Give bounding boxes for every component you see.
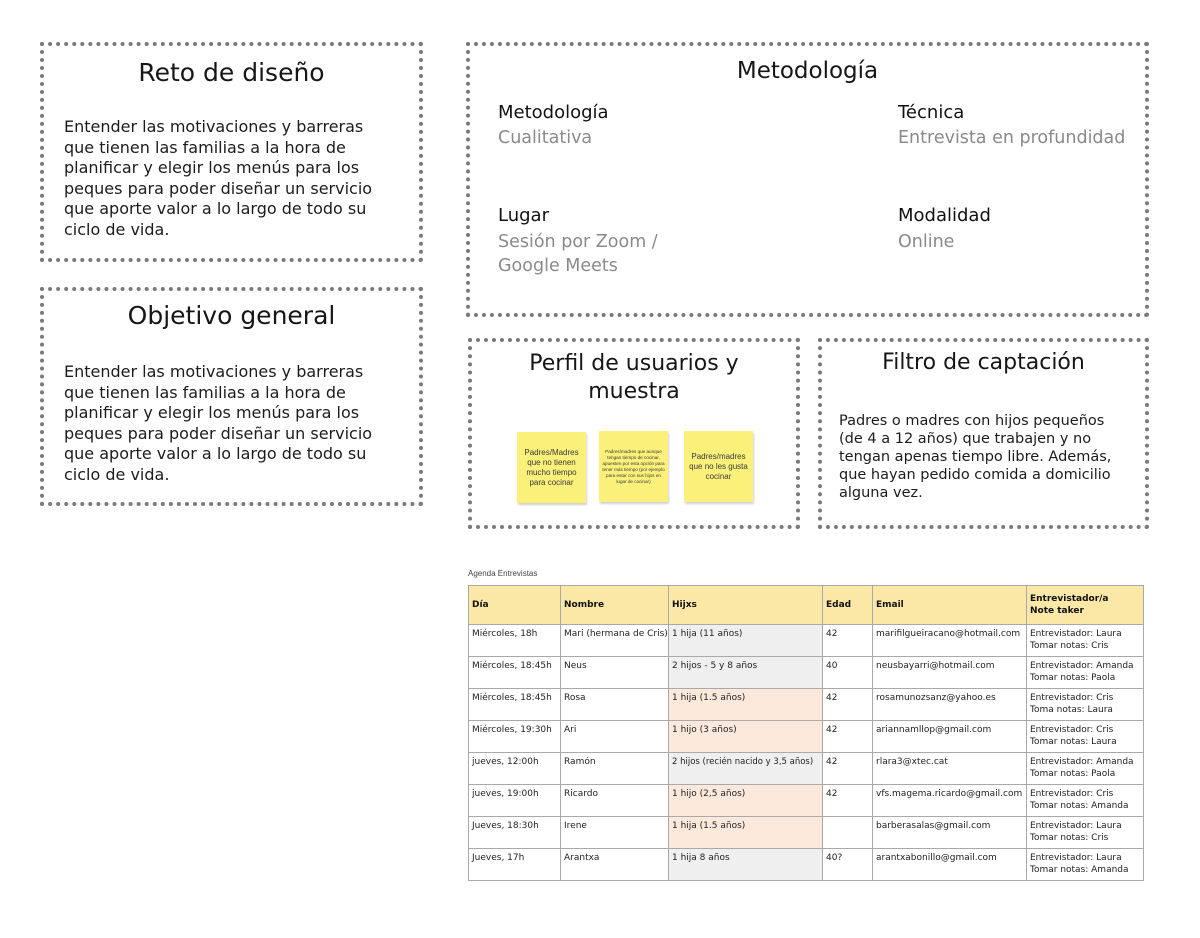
entrevistador-text: Entrevistador: Cris <box>1030 789 1114 799</box>
reto-card <box>40 42 423 262</box>
objetivo-card <box>40 287 423 506</box>
header-hijos: Hijxs <box>669 586 823 625</box>
notas-text: Tomar notas: Cris <box>1030 833 1109 843</box>
sticky-note: Padres/madres que no les gusta cocinar <box>684 431 753 502</box>
header-dia: Día <box>469 586 561 625</box>
cell-dia: jueves, 19:00h <box>469 785 561 817</box>
metodologia-value: Cualitativa <box>498 128 593 148</box>
cell-nombre: Arantxa <box>561 849 669 881</box>
cell-email: arantxabonillo@gmail.com <box>873 849 1027 881</box>
modalidad-value: Online <box>898 232 955 252</box>
cell-hijos: 2 hijos - 5 y 8 años <box>669 657 823 689</box>
perfil-card <box>468 338 800 529</box>
table-row <box>469 849 1144 881</box>
cell-edad: 42 <box>823 785 873 817</box>
cell-entrevistador <box>1027 689 1144 721</box>
metodologia-card <box>466 42 1149 317</box>
header-edad: Edad <box>823 586 873 625</box>
entrevistador-text: Entrevistador: Laura <box>1030 629 1122 639</box>
cell-entrevistador <box>1027 657 1144 689</box>
cell-email: ariannamllop@gmail.com <box>873 721 1027 753</box>
entrevistador-text: Entrevistador: Laura <box>1030 853 1122 863</box>
sticky-note: Padres/Madres que no tienen mucho tiempo para cocinar <box>517 432 586 503</box>
metodologia-title: Metodología <box>736 58 879 84</box>
filtro-title: Filtro de captación <box>882 350 1085 375</box>
notas-text: Tomar notas: Paola <box>1030 769 1116 779</box>
table-row <box>469 625 1144 657</box>
tecnica-value: Entrevista en profundidad <box>898 128 1126 148</box>
cell-edad: 42 <box>823 625 873 657</box>
cell-nombre: Rosa <box>561 689 669 721</box>
header-notetaker-label: Note taker <box>1030 606 1084 616</box>
cell-email: rlara3@xtec.cat <box>873 753 1027 785</box>
cell-edad: 40 <box>823 657 873 689</box>
entrevistador-text: Entrevistador: Laura <box>1030 821 1122 831</box>
cell-edad: 40? <box>823 849 873 881</box>
cell-dia: Miércoles, 18:45h <box>469 689 561 721</box>
cell-email: marifilgueiracano@hotmail.com <box>873 625 1027 657</box>
notas-text: Toma notas: Laura <box>1030 705 1113 715</box>
table-row <box>469 817 1144 849</box>
cell-dia: Jueves, 18:30h <box>469 817 561 849</box>
notas-text: Tomar notas: Paola <box>1030 673 1116 683</box>
cell-nombre: Mari (hermana de Cris) <box>561 625 669 657</box>
cell-hijos: 1 hija (1.5 años) <box>669 689 823 721</box>
notas-text: Tomar notas: Laura <box>1030 737 1117 747</box>
cell-hijos: 1 hijo (2,5 años) <box>669 785 823 817</box>
table-row <box>469 753 1144 785</box>
cell-dia: Jueves, 17h <box>469 849 561 881</box>
modalidad-label: Modalidad <box>898 205 991 226</box>
cell-entrevistador <box>1027 817 1144 849</box>
reto-title: Reto de diseño <box>138 58 325 87</box>
cell-email: vfs.magema.ricardo@gmail.com <box>873 785 1027 817</box>
perfil-title: Perfil de usuarios y muestra <box>529 351 739 404</box>
entrevistador-text: Entrevistador: Amanda <box>1030 661 1134 671</box>
reto-text: Entender las motivaciones y barreras que tienen las familias a la hora de planificar y elegir los menús para los peques para poder diseñar un servicio que aporte valor a lo largo de todo su ciclo de vida. <box>64 117 373 239</box>
entrevistador-text: Entrevistador: Cris <box>1030 693 1114 703</box>
cell-nombre: Ricardo <box>561 785 669 817</box>
filtro-card <box>818 338 1149 529</box>
agenda-caption: Agenda Entrevistas <box>468 569 538 578</box>
cell-entrevistador <box>1027 625 1144 657</box>
header-entrevistador-label: Entrevistador/a <box>1030 594 1109 604</box>
cell-nombre: Ramón <box>561 753 669 785</box>
cell-dia: Miércoles, 18h <box>469 625 561 657</box>
cell-hijos: 1 hija 8 años <box>669 849 823 881</box>
cell-nombre: Irene <box>561 817 669 849</box>
objetivo-title: Objetivo general <box>127 301 336 330</box>
cell-entrevistador <box>1027 785 1144 817</box>
lugar-label: Lugar <box>498 205 549 226</box>
objetivo-text: Entender las motivaciones y barreras que tienen las familias a la hora de planificar y elegir los menús para los peques para poder diseñar un servicio que aporte valor a lo largo de todo su ciclo de vida. <box>64 362 373 484</box>
table-header-row <box>469 586 1144 625</box>
table-row <box>469 785 1144 817</box>
cell-entrevistador <box>1027 721 1144 753</box>
table-row <box>469 721 1144 753</box>
agenda-table <box>468 585 1144 881</box>
header-email: Email <box>873 586 1027 625</box>
cell-hijos: 1 hijo (3 años) <box>669 721 823 753</box>
notas-text: Tomar notas: Amanda <box>1030 865 1129 875</box>
cell-dia: Miércoles, 19:30h <box>469 721 561 753</box>
metodologia-label: Metodología <box>498 102 609 123</box>
entrevistador-text: Entrevistador: Amanda <box>1030 757 1134 767</box>
cell-hijos: 1 hija (11 años) <box>669 625 823 657</box>
cell-hijos: 2 hijos (recién nacido y 3,5 años) <box>669 753 823 785</box>
cell-entrevistador <box>1027 753 1144 785</box>
header-entrevistador <box>1027 586 1144 625</box>
cell-email: neusbayarri@hotmail.com <box>873 657 1027 689</box>
cell-edad: 42 <box>823 721 873 753</box>
cell-email: rosamunozsanz@yahoo.es <box>873 689 1027 721</box>
filtro-text: Padres o madres con hijos pequeños (de 4 a 12 años) que trabajen y no tengan apenas tiempo libre. Además, que hayan pedido comida a domicilio alguna vez. <box>839 413 1112 501</box>
cell-email: barberasalas@gmail.com <box>873 817 1027 849</box>
cell-edad: 42 <box>823 753 873 785</box>
table-row <box>469 657 1144 689</box>
cell-nombre: Ari <box>561 721 669 753</box>
cell-edad <box>823 817 873 849</box>
notas-text: Tomar notas: Amanda <box>1030 801 1129 811</box>
cell-dia: jueves, 12:00h <box>469 753 561 785</box>
notas-text: Tomar notas: Cris <box>1030 641 1109 651</box>
cell-edad: 42 <box>823 689 873 721</box>
cell-hijos: 1 hija (1.5 años) <box>669 817 823 849</box>
table-row <box>469 689 1144 721</box>
cell-entrevistador <box>1027 849 1144 881</box>
cell-nombre: Neus <box>561 657 669 689</box>
sticky-note: Padres/madres que aunque tengan tiempo de cocinar, apuesten por esta opción para tener más tiempo (por ejemplo para estar con sus hijos en lugar de cocinar) <box>599 431 668 502</box>
header-nombre: Nombre <box>561 586 669 625</box>
tecnica-label: Técnica <box>898 102 965 123</box>
lugar-value: Sesión por Zoom / Google Meets <box>498 232 658 276</box>
cell-dia: Miércoles, 18:45h <box>469 657 561 689</box>
entrevistador-text: Entrevistador: Cris <box>1030 725 1114 735</box>
